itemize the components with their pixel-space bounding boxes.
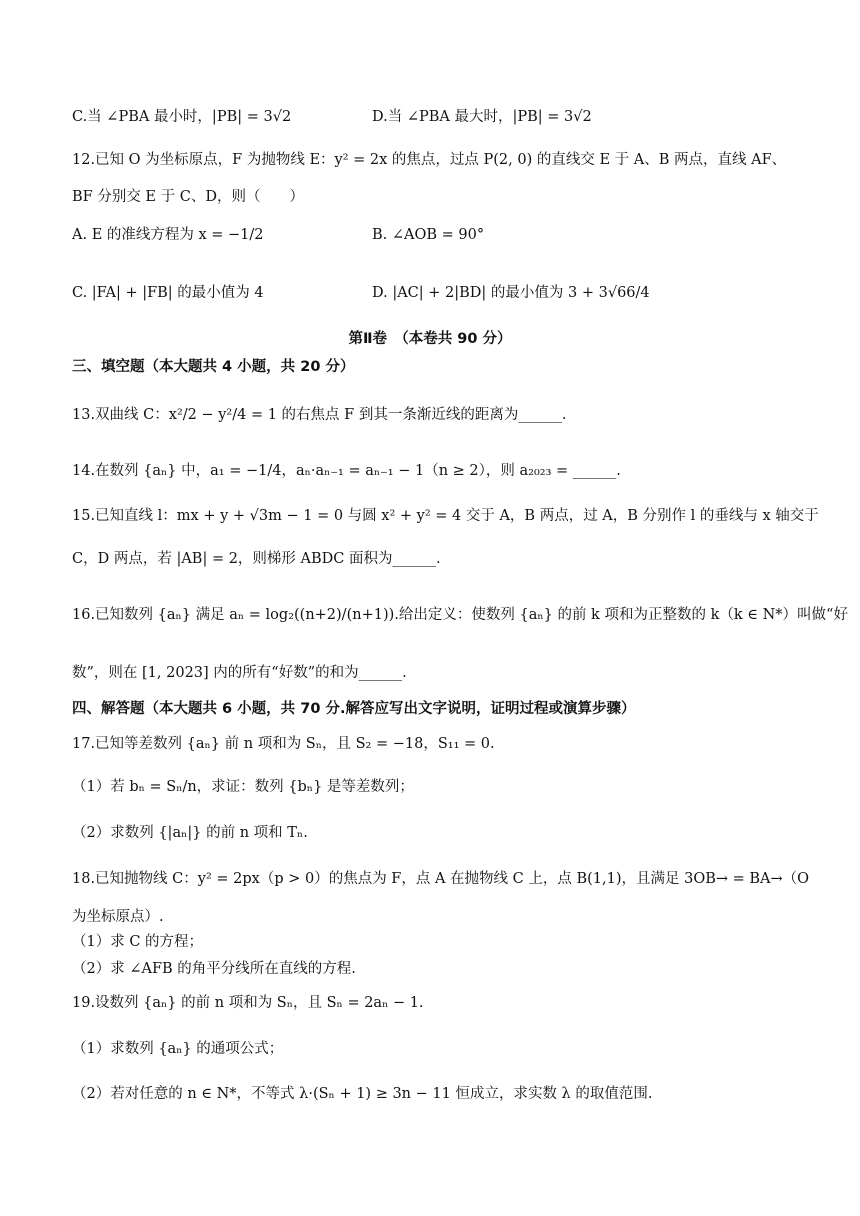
q15-line1: 15.已知直线 l：mx + y + √3m − 1 = 0 与圆 x² + y² = 4 交于 A，B 两点，过 A，B 分别作 l 的垂线与 x 轴交于 [72, 508, 819, 524]
q18-stem-line2: 为坐标原点）. [72, 909, 164, 925]
q18-part2: （2）求 ∠AFB 的角平分线所在直线的方程. [72, 961, 356, 977]
q17-stem: 17.已知等差数列 {aₙ} 前 n 项和为 Sₙ，且 S₂ = −18，S₁₁ = 0. [72, 736, 495, 752]
q15-line2: C，D 两点，若 |AB| = 2，则梯形 ABDC 面积为______. [72, 551, 441, 567]
q13: 13.双曲线 C：x²/2 − y²/4 = 1 的右焦点 F 到其一条渐近线的距离为______. [72, 407, 567, 423]
q12-stem-line2: BF 分别交 E 于 C、D，则（ ） [72, 189, 304, 205]
q16-line2: 数”，则在 [1, 2023] 内的所有“好数”的和为______. [72, 665, 407, 681]
q11-option-d: D.当 ∠PBA 最大时，|PB| = 3√2 [372, 109, 592, 125]
q12-stem-line1: 12.已知 O 为坐标原点，F 为抛物线 E：y² = 2x 的焦点，过点 P(2, 0) 的直线交 E 于 A、B 两点，直线 AF、 [72, 152, 787, 168]
q12-option-c: C. |FA| + |FB| 的最小值为 4 [72, 285, 264, 301]
q19-part1: （1）求数列 {aₙ} 的通项公式； [72, 1041, 284, 1057]
q19-stem: 19.设数列 {aₙ} 的前 n 项和为 Sₙ，且 Sₙ = 2aₙ − 1. [72, 995, 424, 1011]
section4-title: 四、解答题（本大题共 6 小题，共 70 分.解答应写出文字说明，证明过程或演算步骤） [72, 701, 636, 717]
q18-part1: （1）求 C 的方程； [72, 934, 204, 950]
part2-title: 第Ⅱ卷 （本卷共 90 分） [348, 331, 512, 347]
q12-option-d: D. |AC| + 2|BD| 的最小值为 3 + 3√66/4 [372, 285, 650, 301]
q12-option-b: B. ∠AOB = 90° [372, 227, 485, 243]
q14: 14.在数列 {aₙ} 中，a₁ = −1/4，aₙ·aₙ₋₁ = aₙ₋₁ − 1（n ≥ 2），则 a₂₀₂₃ = ______. [72, 463, 621, 479]
q11-option-c: C.当 ∠PBA 最小时，|PB| = 3√2 [72, 109, 292, 125]
q17-part2: （2）求数列 {|aₙ|} 的前 n 项和 Tₙ. [72, 825, 308, 841]
q12-option-a: A. E 的准线方程为 x = −1/2 [72, 227, 264, 243]
q18-stem-line1: 18.已知抛物线 C：y² = 2px（p > 0）的焦点为 F，点 A 在抛物线 C 上，点 B(1,1)，且满足 3OB→ = BA→（O [72, 871, 810, 887]
q19-part2: （2）若对任意的 n ∈ N*，不等式 λ·(Sₙ + 1) ≥ 3n − 11 恒成立，求实数 λ 的取值范围. [72, 1086, 653, 1102]
q16-line1: 16.已知数列 {aₙ} 满足 aₙ = log₂((n+2)/(n+1)).给出定义：使数列 {aₙ} 的前 k 项和为正整数的 k（k ∈ N*）叫做“好 [72, 607, 848, 623]
section3-title: 三、填空题（本大题共 4 小题，共 20 分） [72, 359, 355, 375]
q17-part1: （1）若 bₙ = Sₙ/n，求证：数列 {bₙ} 是等差数列； [72, 779, 414, 795]
